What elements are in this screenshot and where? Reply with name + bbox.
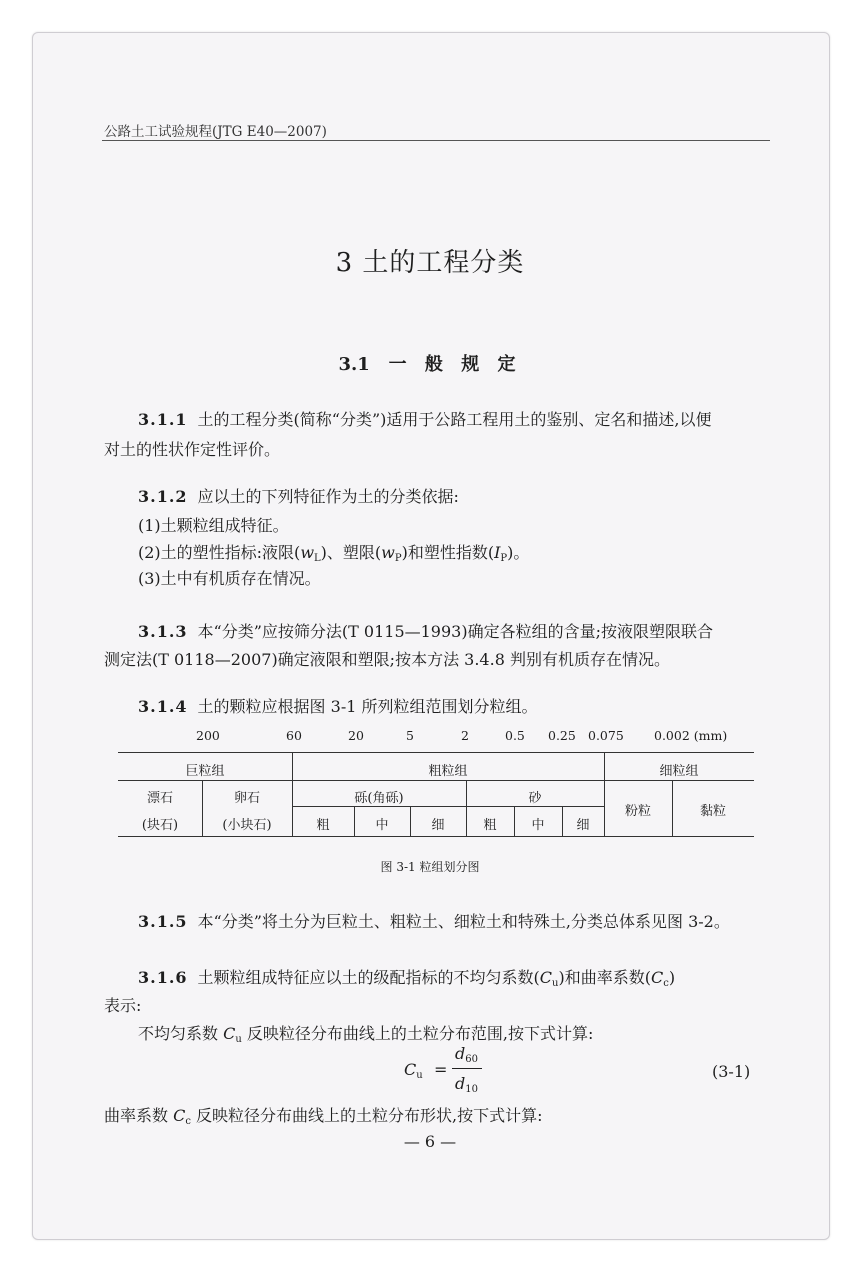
formula-symbol: C bbox=[404, 1060, 417, 1079]
gravel-label: 砾(角砾) bbox=[354, 791, 404, 806]
symbol-cc: C bbox=[173, 1106, 186, 1125]
scale-value: 200 bbox=[196, 728, 220, 743]
clause-3-1-3-line2: 测定法(T 0118—2007)确定液限和塑限;按本方法 3.4.8 判别有机质存在情况。 bbox=[104, 650, 670, 669]
scale-value: 60 bbox=[286, 728, 302, 743]
text-fragment: (2)土的塑性指标:液限( bbox=[138, 543, 301, 562]
clause-number: 3.1.4 bbox=[138, 697, 188, 716]
section-heading: 一 般 规 定 bbox=[388, 354, 522, 375]
clause-text: 本“分类”应按筛分法(T 0115—1993)确定各粒组的含量;按液限塑限联合 bbox=[197, 622, 713, 641]
group-fine: 细粒组 bbox=[659, 764, 699, 779]
scale-value: 2 bbox=[461, 728, 469, 743]
boulder-alt-label: (块石) bbox=[141, 818, 179, 833]
page-number: — 6 — bbox=[403, 1132, 457, 1151]
scale-value: 0.002 (mm) bbox=[654, 728, 728, 743]
formula-denominator bbox=[455, 1074, 478, 1095]
symbol-sub: P bbox=[394, 553, 402, 564]
sand-coarse: 粗 bbox=[483, 818, 497, 833]
text-fragment: 土颗粒组成特征应以土的级配指标的不均匀系数( bbox=[197, 968, 540, 987]
running-header: 公路土工试验规程(JTG E40—2007) bbox=[104, 124, 327, 140]
formula-equals: = bbox=[434, 1060, 448, 1079]
sand-fine: 细 bbox=[576, 818, 590, 833]
sand-medium: 中 bbox=[531, 818, 545, 833]
boulder-label: 漂石 bbox=[146, 791, 173, 806]
formula-subscript: 10 bbox=[465, 1084, 478, 1095]
clause-3-1-5-line1 bbox=[138, 906, 730, 937]
clause-3-1-2-item3: (3)土中有机质存在情况。 bbox=[138, 569, 321, 588]
sand-label: 砂 bbox=[528, 791, 542, 806]
formula-lhs bbox=[404, 1060, 423, 1081]
clause-3-1-4-line1 bbox=[138, 691, 538, 722]
clause-3-1-1-line2: 对土的性状作定性评价。 bbox=[104, 440, 281, 459]
clause-text: 本“分类”将土分为巨粒土、粗粒土、细粒土和特殊土,分类总体系见图 3-2。 bbox=[197, 912, 730, 931]
text-fragment: 不均匀系数 bbox=[138, 1024, 224, 1043]
scale-value: 0.075 bbox=[588, 728, 624, 743]
cobble-label: 卵石 bbox=[233, 791, 260, 806]
section-number: 3.1 bbox=[338, 354, 370, 375]
fraction-bar bbox=[452, 1068, 482, 1069]
text-fragment: 反映粒径分布曲线上的土粒分布形状,按下式计算: bbox=[190, 1106, 543, 1125]
text-fragment: ) bbox=[668, 968, 676, 987]
text-fragment: )、塑限( bbox=[320, 543, 382, 562]
clause-3-1-3-line1 bbox=[138, 616, 713, 647]
symbol-sub: u bbox=[235, 1034, 242, 1045]
header-rule bbox=[102, 140, 770, 141]
scale-value: 0.5 bbox=[505, 728, 525, 743]
scale-value: 20 bbox=[348, 728, 364, 743]
text-fragment: )和塑性指数( bbox=[401, 543, 495, 562]
chapter-title: 3 土的工程分类 bbox=[335, 248, 525, 278]
symbol-sub: u bbox=[552, 978, 559, 989]
clause-3-1-6-line1 bbox=[138, 962, 675, 999]
section-title bbox=[0, 350, 860, 376]
text-fragment: 曲率系数 bbox=[104, 1106, 174, 1125]
clause-text: 土的工程分类(简称“分类”)适用于公路工程用土的鉴别、定名和描述,以便 bbox=[197, 410, 712, 429]
symbol-sub: c bbox=[663, 978, 669, 989]
silt-label: 粉粒 bbox=[624, 804, 651, 819]
scale-value: 0.25 bbox=[548, 728, 576, 743]
clay-label: 黏粒 bbox=[699, 804, 726, 819]
group-giant: 巨粒组 bbox=[185, 764, 225, 779]
formula-numerator bbox=[455, 1044, 478, 1065]
formula-symbol: d bbox=[455, 1044, 466, 1063]
clause-3-1-2-item1: (1)土颗粒组成特征。 bbox=[138, 516, 289, 535]
scale-value: 5 bbox=[406, 728, 414, 743]
symbol-cu: C bbox=[223, 1024, 236, 1043]
clause-number: 3.1.1 bbox=[138, 410, 188, 429]
clause-number: 3.1.2 bbox=[138, 487, 188, 506]
symbol-cc: C bbox=[651, 968, 664, 987]
gravel-fine: 细 bbox=[431, 818, 445, 833]
cobble-alt-label: (小块石) bbox=[222, 818, 272, 833]
clause-3-1-6-line3 bbox=[138, 1018, 593, 1055]
symbol-sub: c bbox=[185, 1116, 191, 1127]
figure-caption: 图 3-1 粒组划分图 bbox=[380, 860, 480, 874]
symbol-wp: w bbox=[381, 543, 395, 562]
symbol-wl: w bbox=[300, 543, 315, 562]
text-fragment: )。 bbox=[507, 543, 530, 562]
gravel-coarse: 粗 bbox=[316, 818, 330, 833]
clause-3-1-2-line1 bbox=[138, 481, 459, 512]
symbol-cu: C bbox=[539, 968, 553, 987]
text-fragment: 反映粒径分布曲线上的土粒分布范围,按下式计算: bbox=[241, 1024, 594, 1043]
clause-text: 土的颗粒应根据图 3-1 所列粒组范围划分粒组。 bbox=[197, 697, 538, 716]
clause-3-1-6-line2: 表示: bbox=[104, 996, 142, 1015]
symbol-ip: I bbox=[494, 543, 501, 562]
clause-text: 应以土的下列特征作为土的分类依据: bbox=[197, 487, 459, 506]
clause-number: 3.1.3 bbox=[138, 622, 188, 641]
clause-number: 3.1.5 bbox=[138, 912, 188, 931]
gravel-medium: 中 bbox=[375, 818, 389, 833]
clause-3-1-1-line1 bbox=[138, 404, 711, 435]
symbol-sub: P bbox=[500, 553, 508, 564]
formula-symbol: d bbox=[455, 1074, 466, 1093]
formula-subscript: 60 bbox=[465, 1054, 478, 1065]
text-fragment: )和曲率系数( bbox=[558, 968, 651, 987]
symbol-sub: L bbox=[314, 553, 321, 564]
equation-number: (3-1) bbox=[712, 1062, 751, 1081]
formula-subscript: u bbox=[416, 1070, 423, 1081]
group-coarse: 粗粒组 bbox=[428, 764, 468, 779]
clause-number: 3.1.6 bbox=[138, 968, 188, 987]
